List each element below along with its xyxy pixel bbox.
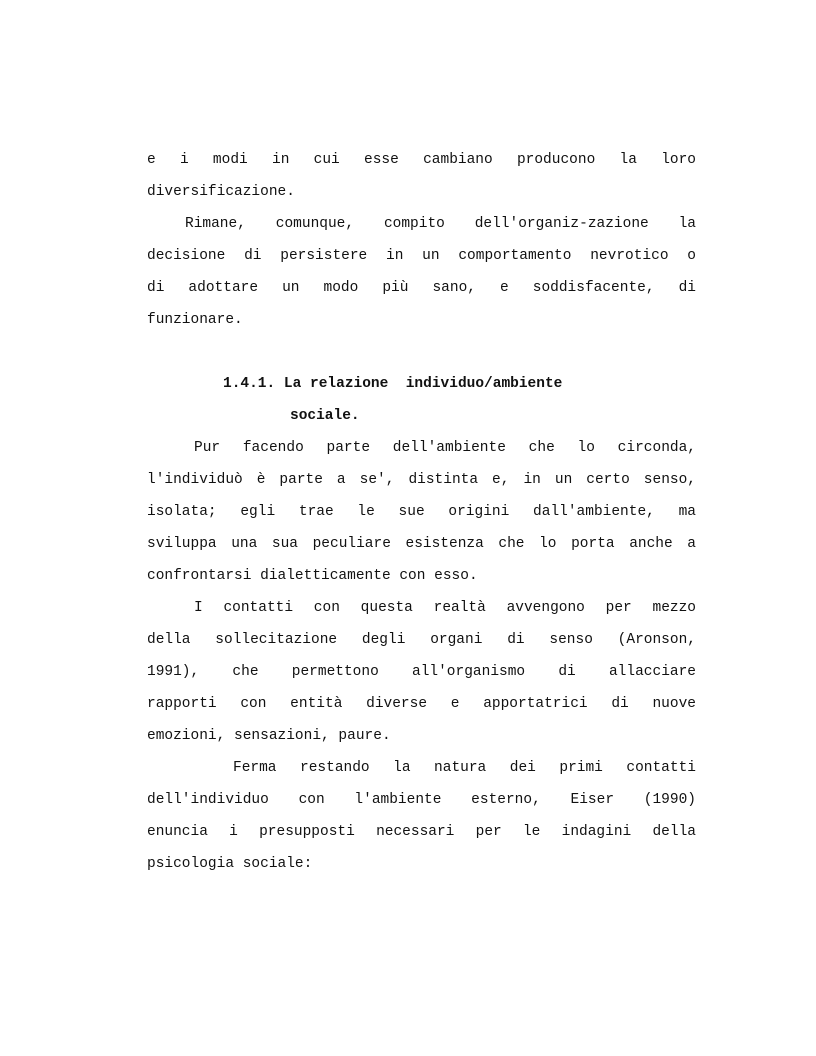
text-line: 1991), che permettono all'organismo di allacciare <box>147 664 696 680</box>
text-line: della sollecitazione degli organi di senso (Aronson, <box>147 632 696 648</box>
text-line: Rimane, comunque, compito dell'organiz-zazione la <box>185 216 696 232</box>
paragraph-5 <box>147 752 696 880</box>
paragraph-3 <box>147 432 696 592</box>
text-line: funzionare. <box>147 312 243 328</box>
paragraph-4 <box>147 592 696 752</box>
section-heading-line-1: 1.4.1. La relazione individuo/ambiente <box>223 376 563 392</box>
section-heading-line-2: sociale. <box>290 408 360 424</box>
section-heading <box>147 368 696 432</box>
paragraph-2 <box>147 208 696 336</box>
text-line: diversificazione. <box>147 184 295 200</box>
text-line: l'individuò è parte a se', distinta e, in un certo senso, <box>147 472 696 488</box>
text-line: rapporti con entità diverse e apportatrici di nuove <box>147 696 696 712</box>
text-line: Ferma restando la natura dei primi contatti <box>233 760 696 776</box>
paragraph-1 <box>147 144 696 208</box>
text-line: confrontarsi dialetticamente con esso. <box>147 568 478 584</box>
text-line: dell'individuo con l'ambiente esterno, Eiser (1990) <box>147 792 696 808</box>
text-line: enuncia i presupposti necessari per le indagini della <box>147 824 696 840</box>
text-line: decisione di persistere in un comportamento nevrotico o <box>147 248 696 264</box>
text-line: psicologia sociale: <box>147 856 313 872</box>
text-line: I contatti con questa realtà avvengono per mezzo <box>194 600 696 616</box>
document-page <box>147 144 696 880</box>
blank-gap <box>147 336 696 368</box>
text-line: isolata; egli trae le sue origini dall'ambiente, ma <box>147 504 696 520</box>
text-line: e i modi in cui esse cambiano producono la loro <box>147 152 696 168</box>
text-line: sviluppa una sua peculiare esistenza che lo porta anche a <box>147 536 696 552</box>
text-line: di adottare un modo più sano, e soddisfacente, di <box>147 280 696 296</box>
text-line: emozioni, sensazioni, paure. <box>147 728 391 744</box>
text-line: Pur facendo parte dell'ambiente che lo circonda, <box>194 440 696 456</box>
